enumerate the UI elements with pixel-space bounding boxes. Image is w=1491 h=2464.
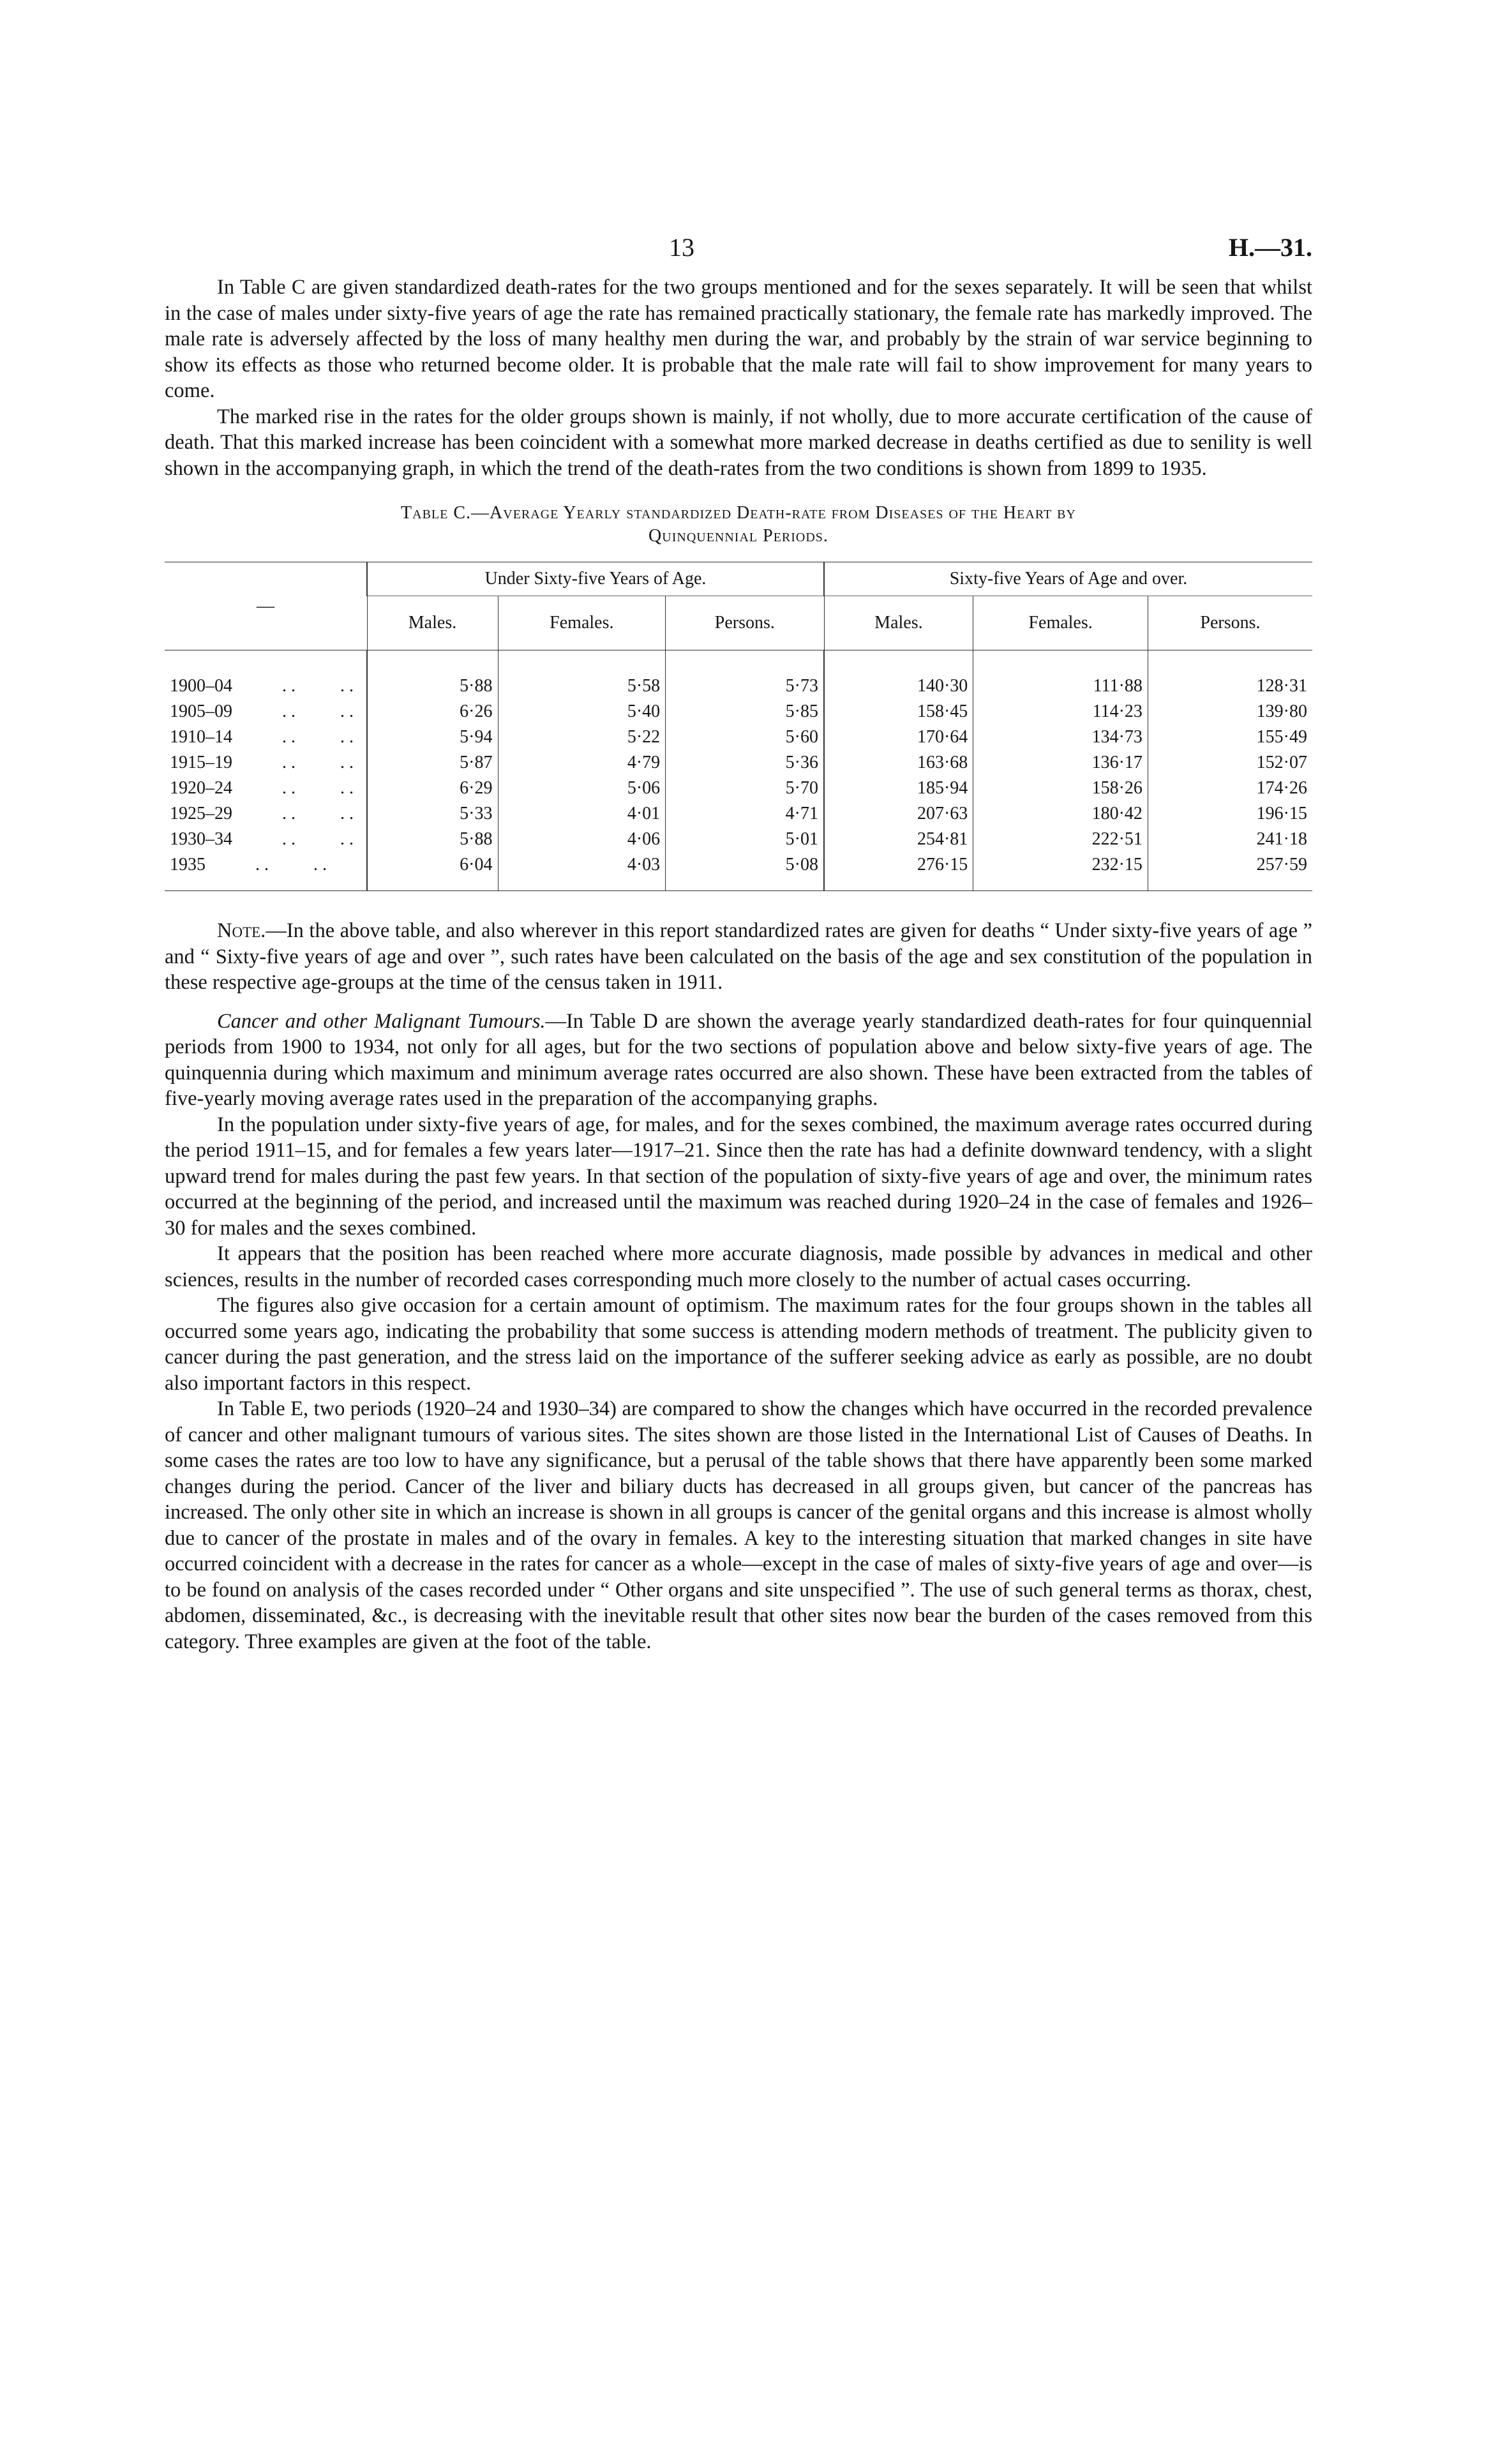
period-cell bbox=[165, 750, 367, 776]
value-cell: 5·33 bbox=[367, 801, 498, 827]
period-label: 1935 bbox=[170, 855, 206, 875]
value-cell: 254·81 bbox=[824, 827, 973, 852]
value-cell: 185·94 bbox=[824, 776, 973, 801]
value-cell: 5·40 bbox=[498, 699, 666, 725]
value-cell: 5·36 bbox=[666, 750, 824, 776]
value-cell: 5·06 bbox=[498, 776, 666, 801]
leader-dots: . . . . bbox=[255, 855, 327, 875]
period-cell bbox=[165, 699, 367, 725]
column-header: Persons. bbox=[1148, 596, 1312, 650]
value-cell: 4·06 bbox=[498, 827, 666, 852]
value-cell: 5·88 bbox=[367, 650, 498, 700]
value-cell: 114·23 bbox=[973, 699, 1148, 725]
cancer-paragraph: It appears that the position has been reached where more accurate diagnosis, made possible by advances in medical and other sciences, results in the number of recorded cases corresponding much more closely to the number of actual cases occurring. bbox=[165, 1242, 1312, 1291]
period-cell bbox=[165, 827, 367, 852]
heart-death-rate-table bbox=[165, 562, 1312, 891]
value-cell: 128·31 bbox=[1148, 650, 1312, 700]
table-body bbox=[165, 650, 1312, 891]
value-cell: 5·87 bbox=[367, 750, 498, 776]
value-cell: 4·79 bbox=[498, 750, 666, 776]
value-cell: 5·08 bbox=[666, 852, 824, 891]
period-label: 1905–09 bbox=[170, 702, 232, 721]
table-row bbox=[165, 827, 1312, 852]
value-cell: 158·45 bbox=[824, 699, 973, 725]
value-cell: 5·58 bbox=[498, 650, 666, 700]
table-note bbox=[165, 918, 1312, 996]
leader-dots: . . . . bbox=[282, 676, 354, 696]
value-cell: 241·18 bbox=[1148, 827, 1312, 852]
period-cell bbox=[165, 776, 367, 801]
table-title-line: Table C.—Average Yearly standardized Death-rate from Diseases of the Heart by bbox=[401, 503, 1076, 523]
value-cell: 6·29 bbox=[367, 776, 498, 801]
value-cell: 134·73 bbox=[973, 725, 1148, 750]
column-header: Females. bbox=[498, 596, 666, 650]
period-label: 1925–29 bbox=[170, 804, 232, 823]
table-row bbox=[165, 650, 1312, 700]
value-cell: 5·60 bbox=[666, 725, 824, 750]
cancer-paragraph: The figures also give occasion for a certain amount of optimism. The maximum rates for the four groups shown in the tables all occurred some years ago, indicating the probability that some success is attending modern methods of treatment. The publicity given to cancer during the past generation, and the stress laid on the importance of the sufferer seeking advice as early as possible, are no doubt also important factors in this respect. bbox=[165, 1294, 1312, 1395]
group-header-under-65: Under Sixty-five Years of Age. bbox=[367, 562, 824, 596]
note-text: —In the above table, and also wherever in this report standardized rates are given for deaths “ Under sixty-five years of age ” and “ Sixty-five years of age and over ”, such rates have been calculated on the basis of the age and sex constitution of the population in these respective age-groups at the time of the census taken in 1911. bbox=[165, 919, 1312, 994]
value-cell: 232·15 bbox=[973, 852, 1148, 891]
value-cell: 6·26 bbox=[367, 699, 498, 725]
value-cell: 5·94 bbox=[367, 725, 498, 750]
group-header-65-and-over: Sixty-five Years of Age and over. bbox=[824, 562, 1312, 596]
period-label: 1915–19 bbox=[170, 753, 232, 772]
leader-dots: . . . . bbox=[282, 702, 354, 721]
cancer-intro-text: —In Table D are shown the average yearly standardized death-rates for four quinquennial periods from 1900 to 1934, not only for all ages, but for the two sections of population above and below sixty-five years of age. The quinquennia during which maximum and minimum average rates occurred are also shown. These have been extracted from the tables of five-yearly moving average rates used in the preparation of the accompanying graphs. bbox=[165, 1009, 1312, 1110]
cancer-section-heading: Cancer and other Malignant Tumours. bbox=[217, 1009, 546, 1033]
period-cell bbox=[165, 650, 367, 700]
leader-dots: . . . . bbox=[282, 778, 354, 798]
period-label: 1930–34 bbox=[170, 829, 232, 849]
value-cell: 222·51 bbox=[973, 827, 1148, 852]
period-label: 1910–14 bbox=[170, 727, 232, 747]
period-cell bbox=[165, 725, 367, 750]
value-cell: 4·03 bbox=[498, 852, 666, 891]
table-row bbox=[165, 801, 1312, 827]
value-cell: 136·17 bbox=[973, 750, 1148, 776]
value-cell: 152·07 bbox=[1148, 750, 1312, 776]
value-cell: 5·85 bbox=[666, 699, 824, 725]
table-row bbox=[165, 750, 1312, 776]
period-label: 1900–04 bbox=[170, 676, 232, 696]
document-page bbox=[165, 211, 1312, 1655]
period-column-header: — bbox=[165, 562, 367, 650]
period-cell bbox=[165, 801, 367, 827]
period-cell bbox=[165, 852, 367, 891]
column-header: Females. bbox=[973, 596, 1148, 650]
value-cell: 4·71 bbox=[666, 801, 824, 827]
value-cell: 139·80 bbox=[1148, 699, 1312, 725]
column-header: Persons. bbox=[666, 596, 824, 650]
value-cell: 5·01 bbox=[666, 827, 824, 852]
table-row bbox=[165, 699, 1312, 725]
leader-dots: . . . . bbox=[282, 829, 354, 849]
intro-paragraph: In Table C are given standardized death-rates for the two groups mentioned and for the sexes separately. It will be seen that whilst in the case of males under sixty-five years of age the rate has remained practically stationary, the female rate has markedly improved. The male rate is adversely affected by the loss of many healthy men during the war, and probably by the strain of war service beginning to show its effects as those who returned become older. It is probable that the male rate will fail to show improvement for many years to come. bbox=[165, 276, 1312, 402]
value-cell: 257·59 bbox=[1148, 852, 1312, 891]
cancer-paragraph: In the population under sixty-five years of age, for males, and for the sexes combined, the maximum average rates occurred during the period 1911–15, and for females a few years later—1917–21. Since then the rate has had a definite downward tendency, with a slight upward trend for males during the past few years. In that section of the population of sixty-five years of age and over, the minimum rates occurred at the beginning of the period, and increased until the maximum was reached during 1920–24 in the case of females and 1926–30 for males and the sexes combined. bbox=[165, 1113, 1312, 1240]
document-reference: H.—31. bbox=[1228, 233, 1312, 262]
value-cell: 5·70 bbox=[666, 776, 824, 801]
cancer-intro-paragraph bbox=[165, 1009, 1312, 1112]
value-cell: 276·15 bbox=[824, 852, 973, 891]
value-cell: 4·01 bbox=[498, 801, 666, 827]
table-title-line: Quinquennial Periods. bbox=[648, 526, 828, 546]
intro-paragraph: The marked rise in the rates for the older groups shown is mainly, if not wholly, due to more accurate certification of the cause of death. That this marked increase has been coincident with a somewhat more marked decrease in deaths certified as due to senility is well shown in the accompanying graph, in which the trend of the death-rates from the two conditions is shown from 1899 to 1935. bbox=[165, 405, 1312, 480]
value-cell: 140·30 bbox=[824, 650, 973, 700]
value-cell: 5·22 bbox=[498, 725, 666, 750]
column-header: Males. bbox=[367, 596, 498, 650]
table-row bbox=[165, 852, 1312, 891]
leader-dots: . . . . bbox=[282, 727, 354, 747]
leader-dots: . . . . bbox=[282, 804, 354, 823]
table-title bbox=[165, 502, 1312, 548]
value-cell: 5·88 bbox=[367, 827, 498, 852]
value-cell: 170·64 bbox=[824, 725, 973, 750]
value-cell: 155·49 bbox=[1148, 725, 1312, 750]
leader-dots: . . . . bbox=[282, 753, 354, 772]
note-label: Note. bbox=[217, 919, 266, 942]
table-row bbox=[165, 776, 1312, 801]
value-cell: 174·26 bbox=[1148, 776, 1312, 801]
page-number: 13 bbox=[669, 233, 694, 262]
value-cell: 207·63 bbox=[824, 801, 973, 827]
value-cell: 180·42 bbox=[973, 801, 1148, 827]
table-row bbox=[165, 725, 1312, 750]
value-cell: 158·26 bbox=[973, 776, 1148, 801]
value-cell: 196·15 bbox=[1148, 801, 1312, 827]
value-cell: 6·04 bbox=[367, 852, 498, 891]
page-header bbox=[165, 211, 1312, 274]
value-cell: 163·68 bbox=[824, 750, 973, 776]
value-cell: 111·88 bbox=[973, 650, 1148, 700]
period-label: 1920–24 bbox=[170, 778, 232, 798]
cancer-paragraph: In Table E, two periods (1920–24 and 1930–34) are compared to show the changes which have occurred in the recorded prevalence of cancer and other malignant tumours of various sites. The sites shown are those listed in the International List of Causes of Deaths. In some cases the rates are too low to have any significance, but a perusal of the table shows that there have apparently been some marked changes during the period. Cancer of the liver and biliary ducts has decreased in all groups given, but cancer of the pancreas has increased. The only other site in which an increase is shown in all groups is cancer of the genital organs and this increase is almost wholly due to cancer of the prostate in males and of the ovary in females. A key to the interesting situation that marked changes in site have occurred coincident with a decrease in the rates for cancer as a whole—except in the case of males of sixty-five years of age and over—is to be found on analysis of the cases recorded under “ Other organs and site unspecified ”. The use of such general terms as thorax, chest, abdomen, disseminated, &c., is decreasing with the inevitable result that other sites now bear the burden of the cases removed from this category. Three examples are given at the foot of the table. bbox=[165, 1397, 1312, 1653]
column-header: Males. bbox=[824, 596, 973, 650]
value-cell: 5·73 bbox=[666, 650, 824, 700]
